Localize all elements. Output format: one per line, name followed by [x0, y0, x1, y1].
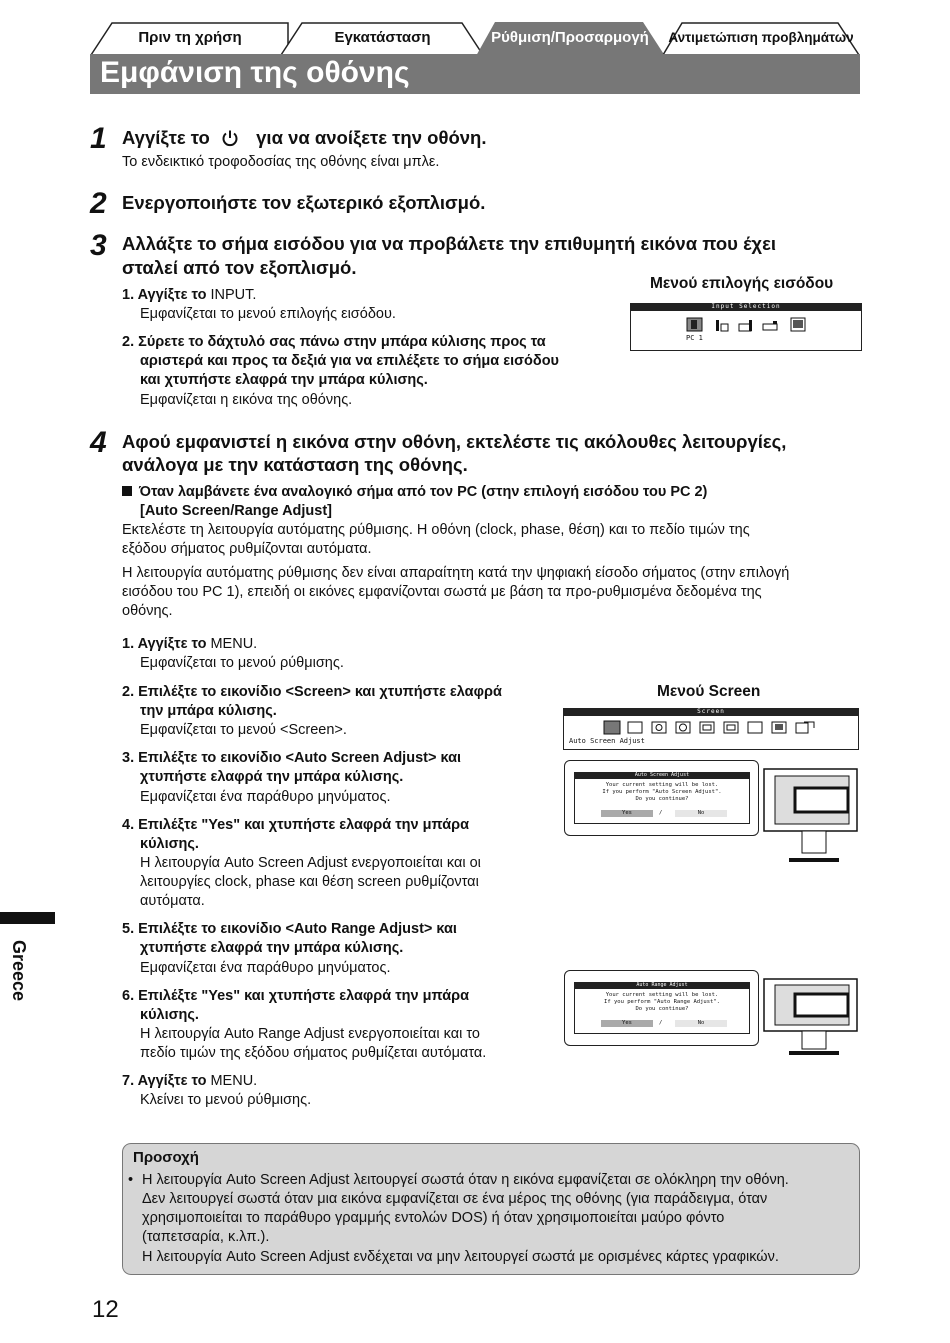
dialog-message [575, 782, 749, 803]
key-name: MENU. [210, 1073, 258, 1089]
yes-button[interactable]: Yes [601, 1020, 653, 1027]
message-window [574, 982, 750, 1034]
caution-line: χρησιμοποιείται το παράθυρο γραμμής εντολών DOS) ή όταν χρησιμοποιείται μαύρο φόντο [142, 1210, 725, 1226]
dialog-message [575, 992, 749, 1013]
tab-label: Αντιμετώπιση προβλημάτων [668, 30, 854, 45]
input-menu-label: Μενού επιλογής εισόδου [650, 275, 834, 292]
dialog-line: Do you continue? [635, 796, 689, 802]
para2-l1: Η λειτουργία αυτόματης ρύθμισης δεν είναι απαραίτητη κατά την ψηφιακή είσοδο σήματος (στην επιλογή [122, 565, 790, 581]
tab-label: Ρύθμιση/Προσαρμογή [491, 29, 649, 46]
step4-sub7 [122, 1072, 257, 1092]
step4-sub2-l1: 2. Επιλέξτε το εικονίδιο <Screen> και χτυπήστε ελαφρά [122, 684, 502, 700]
dialog-line: Your current setting will be lost. [605, 782, 719, 788]
dialog-line: Your current setting will be lost. [605, 992, 719, 998]
caution-line: Η λειτουργία Auto Screen Adjust λειτουργεί σωστά όταν η εικόνα εμφανίζεται σε ολόκληρη την οθόνη. [142, 1172, 789, 1188]
step4-sub4-t2: λειτουργίες clock, phase και θέση screen ρυθμίζονται [140, 874, 479, 890]
step3-sub2-l2: αριστερά και προς τα δεξιά για να επιλέξετε το σήμα εισόδου [140, 353, 559, 369]
step4-sub3-l1: 3. Επιλέξτε το εικονίδιο <Auto Screen Adjust> και [122, 750, 462, 766]
para2-l3: οθόνης. [122, 603, 173, 619]
step1-heading-a: Αγγίξτε το [122, 127, 210, 148]
power-icon [221, 128, 245, 153]
monitor-illustration [763, 978, 858, 1058]
step3-heading-l1: Αλλάξτε το σήμα εισόδου για να προβάλετε την επιθυμητή εικόνα που έχει [122, 233, 776, 254]
step4-sub1-text: Εμφανίζεται το μενού ρύθμισης. [140, 655, 344, 671]
no-button[interactable]: No [675, 1020, 727, 1027]
condition-line [122, 483, 707, 503]
dialog-separator: / [659, 810, 663, 816]
step-number: 2 [90, 187, 107, 220]
sub-bold: 1. Αγγίξτε το [122, 287, 207, 303]
step4-sub5-l1: 5. Επιλέξτε το εικονίδιο <Auto Range Adjust> και [122, 921, 457, 937]
step4-sub5-l2: χτυπήστε ελαφρά την μπάρα κύλισης. [140, 940, 404, 956]
step4-sub3-l2: χτυπήστε ελαφρά την μπάρα κύλισης. [140, 769, 404, 785]
auto-range-dialog-frame [564, 970, 759, 1046]
language-marker-bar [0, 912, 55, 924]
condition-text: Όταν λαμβάνετε ένα αναλογικό σήμα από τον PC (στην επιλογή εισόδου του PC 2) [139, 484, 708, 500]
tab-label: Πριν τη χρήση [138, 29, 242, 46]
tab-settings[interactable] [475, 20, 665, 56]
tab-installation[interactable] [280, 20, 485, 56]
yes-button[interactable]: Yes [601, 810, 653, 817]
sub-bold: 7. Αγγίξτε το [122, 1073, 207, 1089]
step4-sub4-l1: 4. Επιλέξτε "Yes" και χτυπήστε ελαφρά την μπάρα [122, 817, 469, 833]
step3-sub2-l1: 2. Σύρετε το δάχτυλό σας πάνω στην μπάρα κύλισης προς τα [122, 334, 546, 350]
dialog-title-bar [575, 983, 749, 989]
step4-sub1 [122, 635, 257, 655]
dialog-line: If you perform "Auto Range Adjust". [604, 999, 720, 1005]
para1-l1: Εκτελέστε τη λειτουργία αυτόματης ρύθμισης. Η οθόνη (clock, phase, θέση) και το πεδίο τιμών της [122, 522, 750, 538]
step1-heading [122, 125, 487, 153]
input-icons [683, 316, 813, 334]
tab-troubleshooting[interactable] [662, 20, 860, 56]
square-bullet-icon [122, 486, 132, 496]
step1-text: Το ενδεικτικό τροφοδοσίας της οθόνης είναι μπλε. [122, 154, 440, 170]
page-title: Εμφάνιση της οθόνης [100, 56, 410, 89]
screen-menu-label: Μενού Screen [657, 683, 761, 700]
para2-l2: εισόδου του PC 1), επειδή οι εικόνες εμφανίζονται σωστά με βάση τα προ-ρυθμισμένα δεδομένα της [122, 584, 762, 600]
step-number: 3 [90, 229, 107, 262]
step-number: 4 [90, 426, 107, 459]
step4-heading-l2: ανάλογα με την κατάσταση της οθόνης. [122, 454, 468, 475]
tab-before-use[interactable] [90, 20, 290, 56]
caution-line: Η λειτουργία Auto Screen Adjust ενδέχεται να μην λειτουργεί σωστά με ορισμένες κάρτες γραφικών. [142, 1249, 779, 1265]
caution-box [122, 1143, 860, 1275]
step4-sub6-l2: κύλισης. [140, 1007, 199, 1023]
caution-line: (ταπετσαρία, κ.λπ.). [142, 1229, 270, 1245]
page-number: 12 [92, 1296, 119, 1323]
step1-heading-b: για να ανοίξετε την οθόνη. [256, 127, 487, 148]
step3-sub2-text: Εμφανίζεται η εικόνα της οθόνης. [140, 392, 353, 408]
menu-title-bar [631, 304, 861, 311]
section-tabs [90, 20, 860, 56]
menu-title: Screen [697, 708, 725, 715]
sub-bold: 1. Αγγίξτε το [122, 636, 207, 652]
step-number: 1 [90, 122, 107, 155]
no-button[interactable]: No [675, 810, 727, 817]
monitor-illustration [763, 768, 858, 868]
dialog-title: Auto Range Adjust [636, 982, 688, 988]
step4-sub6-l1: 6. Επιλέξτε "Yes" και χτυπήστε ελαφρά την μπάρα [122, 988, 469, 1004]
step3-sub1-text: Εμφανίζεται το μενού επιλογής εισόδου. [140, 306, 396, 322]
step4-sub3-text: Εμφανίζεται ένα παράθυρο μηνύματος. [140, 789, 391, 805]
step4-sub2-text: Εμφανίζεται το μενού <Screen>. [140, 722, 347, 738]
step4-sub4-l2: κύλισης. [140, 836, 199, 852]
dialog-line: Do you continue? [635, 1006, 689, 1012]
para1-l2: εξόδου σήματος ρυθμίζονται αυτόματα. [122, 541, 372, 557]
screen-menu-icons [602, 720, 822, 736]
step4-sub6-t2: πεδίο τιμών της εξόδου σήματος ρυθμίζεται αυτόματα. [140, 1045, 487, 1061]
tab-label: Εγκατάσταση [334, 29, 431, 46]
caution-title: Προσοχή [133, 1149, 199, 1166]
menu-title-bar [564, 709, 858, 716]
dialog-line: If you perform "Auto Screen Adjust". [602, 789, 722, 795]
step4-sub7-text: Κλείνει το μενού ρύθμισης. [140, 1092, 312, 1108]
step4-sub6-t1: Η λειτουργία Auto Range Adjust ενεργοποιείται και το [140, 1026, 480, 1042]
menu-item: Auto Screen Adjust [569, 737, 645, 745]
auto-screen-dialog-frame [564, 760, 759, 836]
step3-sub2-l3: και χτυπήστε ελαφρά την μπάρα κύλισης. [140, 372, 428, 388]
caution-line: Δεν λειτουργεί σωστά όταν μια εικόνα εμφανίζεται σε ένα μέρος της οθόνης (για παράδειγμα, όταν [142, 1191, 768, 1207]
dialog-title-bar [575, 773, 749, 779]
screen-menu [563, 708, 859, 750]
key-name: INPUT. [210, 287, 257, 303]
step3-sub1 [122, 286, 256, 306]
step4-sub4-t3: αυτόματα. [140, 893, 205, 909]
key-name: MENU. [210, 636, 258, 652]
step3-heading-l2: σταλεί από τον εξοπλισμό. [122, 257, 357, 278]
page-title-bar [90, 54, 860, 94]
step4-heading-l1: Αφού εμφανιστεί η εικόνα στην οθόνη, εκτελέστε τις ακόλουθες λειτουργίες, [122, 431, 787, 452]
dialog-title: Auto Screen Adjust [634, 772, 690, 778]
menu-item: PC 1 [686, 334, 703, 342]
language-label: Greece [9, 939, 30, 1002]
step2-heading: Ενεργοποιήστε τον εξωτερικό εξοπλισμό. [122, 192, 486, 213]
input-selection-menu [630, 303, 862, 351]
menu-title: Input Selection [711, 303, 781, 310]
dialog-separator: / [659, 1020, 663, 1026]
language-marker [8, 935, 48, 1005]
step4-sub4-t1: Η λειτουργία Auto Screen Adjust ενεργοποιείται και οι [140, 855, 481, 871]
condition-line2: [Auto Screen/Range Adjust] [140, 503, 333, 519]
bullet: • [128, 1172, 134, 1188]
message-window [574, 772, 750, 824]
step4-sub5-text: Εμφανίζεται ένα παράθυρο μηνύματος. [140, 960, 391, 976]
step4-sub2-l2: την μπάρα κύλισης. [140, 703, 277, 719]
